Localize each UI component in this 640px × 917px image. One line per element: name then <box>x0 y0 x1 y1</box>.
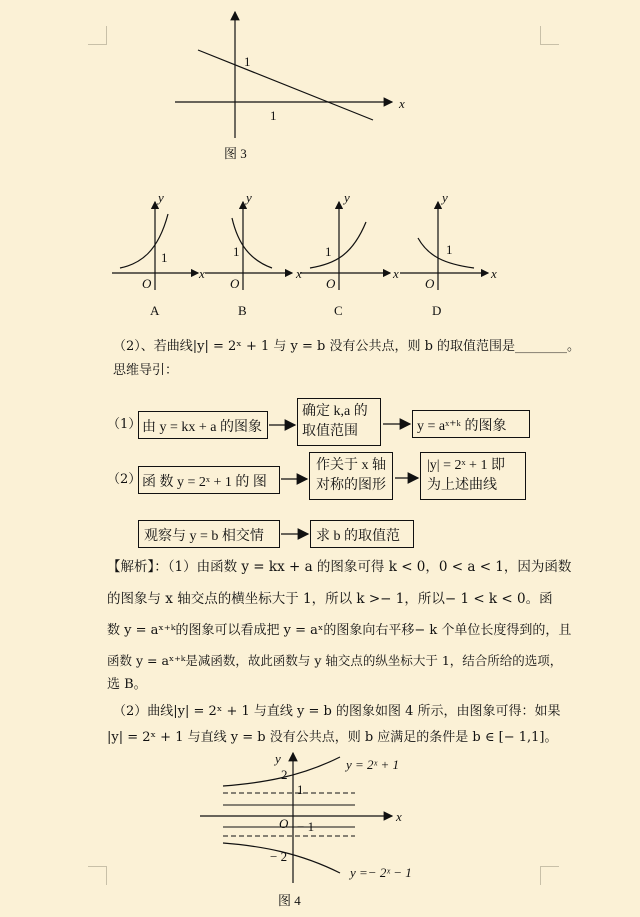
flow-row1-box2: 确定 k,a 的 取值范围 <box>297 398 381 446</box>
flow-row3-box1: 观察与 y = b 相交情 <box>138 520 280 548</box>
flow-row1-box3: y = aˣ⁺ᵏ 的图象 <box>412 410 530 438</box>
option-c-letter: C <box>334 303 343 318</box>
analysis-line-6: （2）曲线|y| = 2ˣ + 1 与直线 y = b 的图象如图 4 所示，由图象可得：如果 <box>113 704 561 719</box>
svg-text:x: x <box>393 266 399 281</box>
flow-row3-box2: 求 b 的取值范 <box>310 520 414 548</box>
svg-text:1: 1 <box>446 242 453 257</box>
svg-text:1: 1 <box>297 782 304 797</box>
svg-text:x: x <box>396 809 402 824</box>
fig4-caption: 图 4 <box>278 893 301 908</box>
option-graphs <box>0 180 640 320</box>
analysis-line-2: 的图象与 x 轴交点的横坐标大于 1，所以 k >− 1，所以− 1 < k < 0。函 <box>107 591 553 607</box>
option-d-graph <box>400 190 497 318</box>
svg-text:O: O <box>230 276 240 291</box>
svg-text:1: 1 <box>233 244 240 259</box>
guide-title: 思维导引： <box>113 363 179 378</box>
analysis-line-4: 函数 y = aˣ⁺ᵏ是减函数，故此函数与 y 轴交点的纵坐标大于 1，结合所给的选项， <box>107 653 563 668</box>
analysis-line-5: 选 B。 <box>107 677 147 692</box>
flow-row1-number: （1） <box>107 417 142 432</box>
analysis-line-1: 【解析】：（1）由函数 y = kx + a 的图象可得 k < 0，0 < a < 1，因为函数 <box>107 559 572 575</box>
flow-row2-box1: 函 数 y = 2ˣ + 1 的 图 <box>138 466 280 494</box>
fig4-upper-label: y = 2ˣ + 1 <box>346 757 399 772</box>
svg-text:1: 1 <box>161 250 168 265</box>
svg-text:y: y <box>275 751 281 766</box>
fig3-caption: 图 3 <box>224 146 247 161</box>
svg-text:1: 1 <box>325 244 332 259</box>
flow-row1-box1: 由 y = kx + a 的图象 <box>138 411 268 439</box>
svg-text:y: y <box>344 190 350 205</box>
flow-row2-box2: 作关于 x 轴 对称的图形 <box>309 452 393 500</box>
svg-text:− 2: − 2 <box>270 849 288 864</box>
flow-row2-box3: |y| = 2ˣ + 1 即 为上述曲线 <box>420 452 526 500</box>
svg-text:− 1: − 1 <box>297 819 315 834</box>
figure-4 <box>0 745 640 915</box>
fig3-x-tick: 1 <box>270 108 277 123</box>
fig4-lower-label: y =− 2ˣ − 1 <box>350 865 412 880</box>
svg-text:x: x <box>296 266 302 281</box>
svg-text:x: x <box>199 266 205 281</box>
option-d-letter: D <box>432 303 442 318</box>
option-a-letter: A <box>150 303 160 318</box>
svg-text:x: x <box>491 266 497 281</box>
option-c-graph <box>300 190 399 318</box>
svg-text:2: 2 <box>281 767 288 782</box>
flow-row2-number: （2） <box>107 472 142 487</box>
question-2: （2）、若曲线|y| = 2ˣ + 1 与 y = b 没有公共点，则 b 的取值范围是________。 <box>113 339 581 354</box>
figure-3 <box>0 0 640 170</box>
analysis-line-3: 数 y = aˣ⁺ᵏ的图象可以看成把 y = aˣ的图象向右平移− k 个单位长度得到的，且 <box>107 623 572 638</box>
option-b-graph <box>205 190 302 318</box>
svg-text:O: O <box>425 276 435 291</box>
fig3-line <box>198 50 373 120</box>
svg-text:O: O <box>326 276 336 291</box>
option-a-graph <box>112 190 205 318</box>
analysis-line-7: |y| = 2ˣ + 1 与直线 y = b 没有公共点，则 b 应满足的条件是 b ∈ [− 1,1]。 <box>107 730 558 745</box>
fig3-y-tick: 1 <box>244 54 251 69</box>
svg-text:y: y <box>158 190 164 205</box>
svg-text:O: O <box>279 816 289 831</box>
svg-text:O: O <box>142 276 152 291</box>
fig3-x-label: x <box>399 96 405 111</box>
svg-text:y: y <box>246 190 252 205</box>
option-b-letter: B <box>238 303 247 318</box>
svg-text:y: y <box>442 190 448 205</box>
